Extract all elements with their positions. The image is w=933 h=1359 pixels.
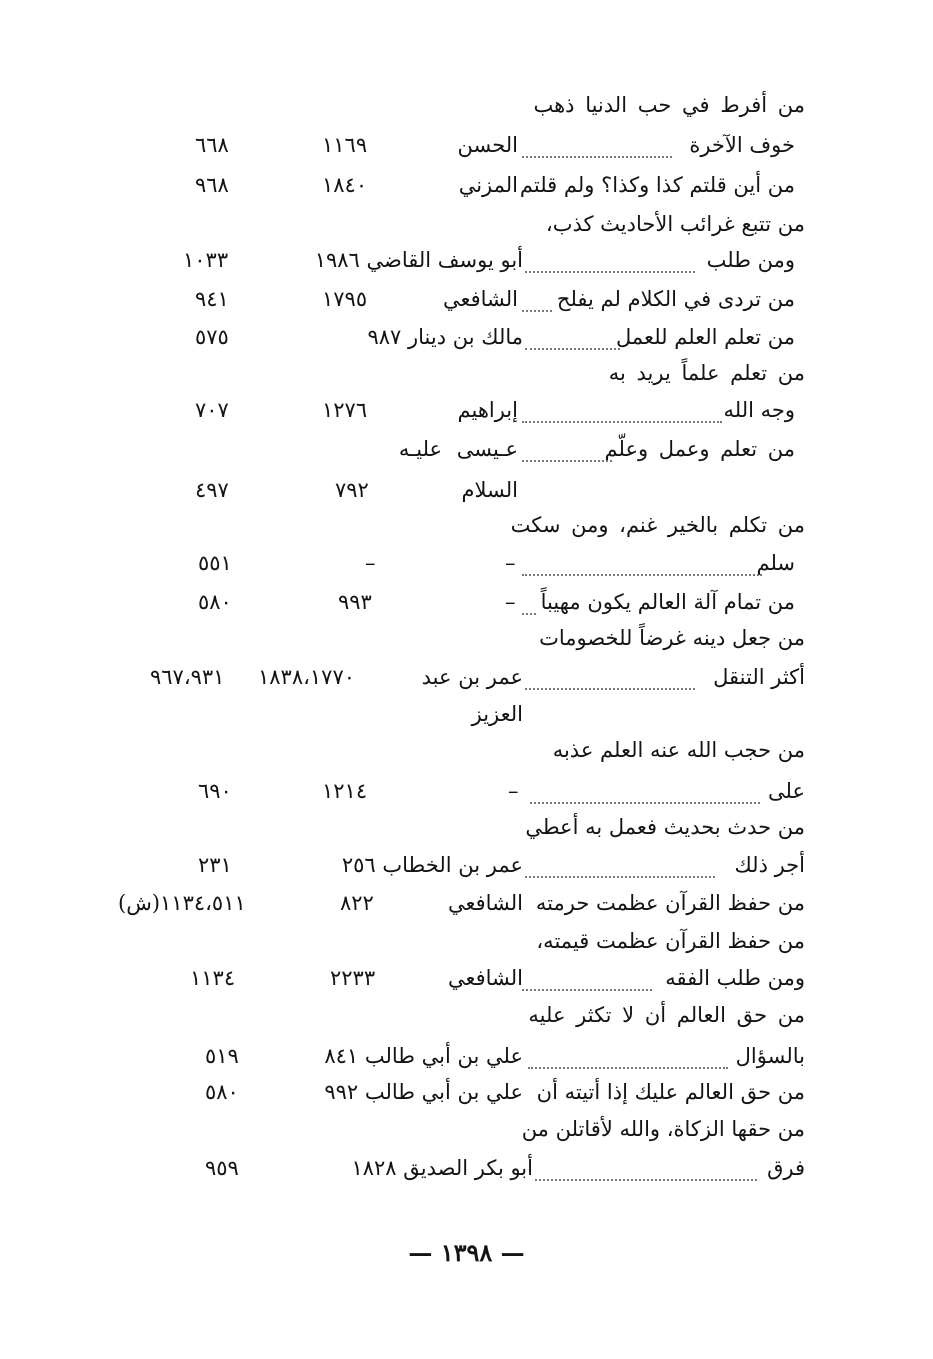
entry-author: الشافعي — [447, 891, 523, 915]
entry-title: من حفظ القرآن عظمت قيمته، — [536, 929, 805, 953]
index-entry — [0, 1039, 933, 1073]
entry-author: الشافعي — [442, 287, 518, 311]
entry-author-number: أبو يوسف القاضي ١٩٨٦ — [314, 248, 523, 272]
entry-title: من أين قلتم كذا وكذا؟ ولم قلتم — [519, 173, 795, 197]
entry-page: ٩٦٨ — [195, 173, 229, 197]
index-entry — [0, 585, 933, 619]
entry-title: من أفرط في حب الدنيا ذهب — [533, 93, 805, 117]
entry-number: ١٢١٤ — [322, 779, 368, 803]
entry-page: ٩٤١ — [195, 287, 229, 311]
entry-page: ٥٧٥ — [195, 325, 229, 349]
entry-title: من حدث بحديث فعمل به أعطي — [525, 815, 805, 839]
entry-page: ٥٥١ — [198, 551, 232, 575]
entry-author: السلام — [461, 478, 518, 502]
entry-number: ٢٢٣٣ — [330, 966, 376, 990]
index-entry — [0, 282, 933, 316]
entry-title: من حفظ القرآن عظمت حرمته — [535, 891, 805, 915]
entry-page: ٦٦٨ — [195, 133, 229, 157]
entry-author-number: أبو بكر الصديق ١٨٢٨ — [351, 1156, 533, 1180]
dot-leader — [522, 593, 536, 615]
index-entry — [609, 356, 805, 390]
entry-number: ١٨٣٨،١٧٧٠ — [258, 665, 356, 689]
entry-title: على — [768, 779, 805, 803]
index-entry — [528, 998, 805, 1032]
entry-number: – — [365, 551, 376, 575]
entry-title: من تعلم وعمل وعلّم — [604, 437, 795, 461]
entry-title: ومن طلب الفقه — [665, 966, 805, 990]
entry-author: إبراهيم — [457, 398, 518, 422]
entry-page: ١٠٣٣ — [183, 248, 229, 272]
dot-leader — [522, 969, 652, 991]
entry-number: ٧٩٢ — [335, 478, 369, 502]
index-entry — [525, 810, 805, 844]
entry-title: وجه الله — [723, 398, 795, 422]
entry-author: – — [505, 590, 516, 614]
entry-page: ٧٠٧ — [195, 398, 229, 422]
entry-author: عـيسى عليـه — [398, 437, 518, 461]
entry-number: ١٧٩٥ — [322, 287, 368, 311]
index-entry — [0, 886, 933, 920]
index-entry — [0, 243, 933, 277]
dot-leader — [522, 290, 552, 312]
index-entry — [0, 432, 933, 466]
entry-title: أجر ذلك — [734, 853, 805, 877]
dot-leader — [525, 668, 695, 690]
index-entry — [539, 621, 805, 655]
entry-author: – — [508, 779, 519, 803]
index-entry — [553, 733, 805, 767]
entry-title: من تتبع غرائب الأحاديث كذب، — [545, 212, 805, 236]
entry-title: سلم — [756, 551, 795, 575]
entry-page: ٥٨٠ — [205, 1080, 239, 1104]
index-entry — [0, 697, 933, 731]
index-entry — [546, 207, 805, 241]
index-entry — [0, 393, 933, 427]
entry-page: ٩٥٩ — [205, 1156, 239, 1180]
dot-leader — [525, 251, 695, 273]
dot-leader — [522, 554, 762, 576]
entry-title: من جعل دينه غرضاً للخصومات — [539, 626, 805, 650]
entry-title: من حقها الزكاة، والله لأقاتلن من — [521, 1117, 805, 1141]
entry-author: – — [505, 551, 516, 575]
entry-page: ٢٣١ — [198, 853, 232, 877]
entry-title: من حق العالم أن لا تكثر عليه — [528, 1003, 805, 1027]
dot-leader — [525, 856, 715, 878]
dot-leader — [522, 440, 612, 462]
entry-page: ٥٨٠ — [198, 590, 232, 614]
index-entry — [536, 924, 805, 958]
index-entry — [0, 1075, 933, 1109]
dot-leader — [522, 136, 672, 158]
entry-page: ٤٩٧ — [195, 478, 229, 502]
entry-title: من تعلم العلم للعمل — [616, 325, 795, 349]
entry-author-number: مالك بن دينار ٩٨٧ — [367, 325, 523, 349]
index-entry — [0, 168, 933, 202]
index-entry — [0, 473, 933, 507]
entry-author-number: عمر بن الخطاب ٢٥٦ — [341, 853, 523, 877]
entry-page: ٦٩٠ — [198, 779, 232, 803]
entry-number: ١٢٧٦ — [322, 398, 368, 422]
entry-author: المزني — [458, 173, 518, 197]
entry-author: العزيز — [471, 702, 523, 726]
entry-title: من حق العالم عليك إذا أتيته أن — [536, 1080, 805, 1104]
entry-title: من تعلم علماً يريد به — [608, 361, 805, 385]
entry-author: الحسن — [457, 133, 518, 157]
entry-title: من تكلم بالخير غنم، ومن سكت — [510, 513, 805, 537]
index-entry — [0, 774, 933, 808]
entry-title: من تمام آلة العالم يكون مهيباً — [540, 590, 795, 614]
entry-title: من تردى في الكلام لم يفلح — [556, 287, 795, 311]
dot-leader — [535, 1159, 757, 1181]
entry-author: عمر بن عبد — [421, 665, 523, 689]
entry-page: ١١٣٤ — [190, 966, 236, 990]
entry-author-number: علي بن أبي طالب ٨٤١ — [324, 1044, 523, 1068]
entry-number: ٩٩٣ — [338, 590, 372, 614]
dot-leader — [530, 782, 760, 804]
dot-leader — [522, 401, 722, 423]
entry-title: ومن طلب — [706, 248, 795, 272]
dot-leader — [525, 328, 620, 350]
entry-author-number: علي بن أبي طالب ٩٩٢ — [324, 1080, 523, 1104]
index-entry — [0, 961, 933, 995]
entry-title: بالسؤال — [735, 1044, 805, 1068]
entry-title: خوف الآخرة — [689, 133, 795, 157]
index-entry — [0, 660, 933, 694]
entry-page: ٥١٩ — [205, 1044, 239, 1068]
entry-number: ١٨٤٠ — [322, 173, 368, 197]
index-entry — [0, 320, 933, 354]
entry-page: ١١٣٤،٥١١(ش) — [118, 891, 246, 915]
index-entry — [522, 1112, 805, 1146]
entry-author: الشافعي — [447, 966, 523, 990]
page-number: — ١٣٩٨ — — [408, 1238, 525, 1267]
entry-title: من حجب الله عنه العلم عذبه — [552, 738, 805, 762]
entry-number: ٨٢٢ — [340, 891, 374, 915]
entry-title: أكثر التنقل — [713, 665, 805, 689]
index-entry — [0, 128, 933, 162]
entry-number: ١١٦٩ — [322, 133, 368, 157]
entry-page: ٩٦٧،٩٣١ — [150, 665, 225, 689]
index-entry — [0, 546, 933, 580]
entry-title: فرق — [767, 1156, 805, 1180]
index-entry — [0, 1151, 933, 1185]
index-entry — [511, 508, 805, 542]
dot-leader — [528, 1047, 728, 1069]
index-entry — [533, 88, 805, 122]
index-entry — [0, 848, 933, 882]
